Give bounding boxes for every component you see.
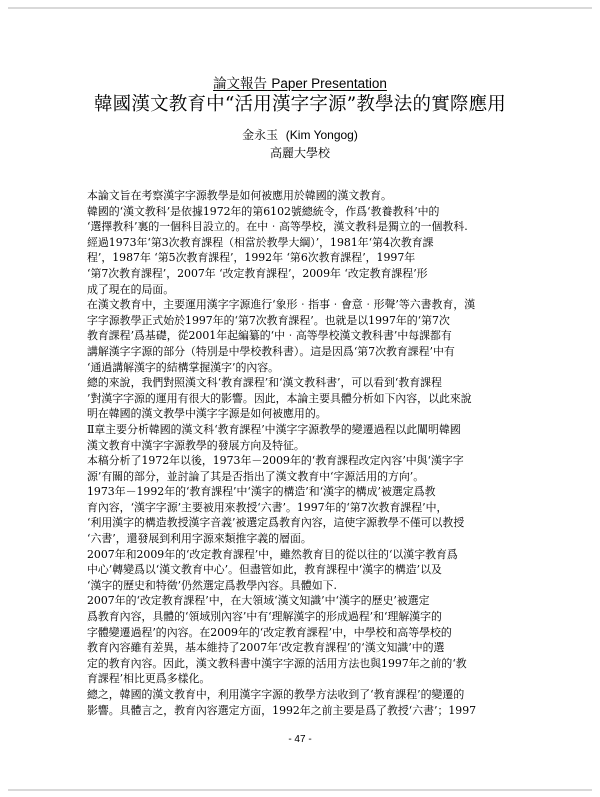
page-number: - 47 -	[288, 734, 312, 745]
bottom-border	[8, 789, 592, 791]
body-line: 本論文旨在考察漢字字源教學是如何被應用於韓國的漢文教育。	[87, 189, 392, 202]
body-line: 影響。具體言之，教育內容選定方面，1992年之前主要是爲了教授‘六書’；1997	[87, 703, 477, 717]
body-line: 程’，1987年 ‘第5次教育課程’，1992年 ‘第6次教育課程’，1997年	[87, 251, 416, 265]
body-line: 成了現在的局面。	[87, 282, 175, 296]
body-line: 2007年的‘改定教育課程’中，在大領域‘漢文知識’中‘漢字的歷史’被選定	[87, 594, 430, 608]
body-line: 明在韓國的漢文教學中漢字字源是如何被應用的。	[87, 407, 327, 421]
body-line: 2007年和2009年的‘改定教育課程’中，雖然教育目的從以往的‘以漢字教育爲	[87, 547, 458, 561]
author	[0, 126, 600, 143]
body-line: 育課程’相比更爲多樣化。	[87, 672, 211, 686]
body-line: ‘六書’，還發展到利用字源來類推字義的層面。	[87, 532, 312, 546]
body-line: 在漢文教育中，主要運用漢字字源進行‘象形‧指事‧會意‧形聲’等六書教育，漢	[87, 298, 476, 312]
body-line: ‘第7次教育課程’，2007年 ‘改定教育課程’，2009年 ‘改定教育課程’形	[87, 266, 428, 280]
body-line: 定的教育內容。因此，漢文教科書中漢字字源的活用方法也與1997年之前的‘教	[87, 656, 467, 670]
affiliation: 高麗大學校	[269, 146, 330, 160]
body-line: 字字源教學正式始於1997年的‘第7次教育課程’。也就是以1997年的‘第7次	[87, 313, 450, 327]
body-line: ‘漢字的歷史和特徵’仍然選定爲教學內容。具體如下.	[87, 578, 337, 592]
body-line: 總之，韓國的漢文教育中，利用漢字字源的教學方法收到了‘教育課程’的變遷的	[87, 688, 465, 701]
body-line: 字體變遷過程’的內容。在2009年的‘改定教育課程’中，中學校和高等學校的	[87, 625, 452, 639]
body-line: 1973年－1992年的‘教育課程’中‘漢字的構造’和‘漢字的構成’被選定爲教	[87, 485, 436, 499]
abstract-body	[87, 188, 519, 718]
body-line: Ⅱ章主要分析韓國的漢文科‘教育課程’中漢字字源教學的變遷過程以此闡明韓國	[87, 422, 461, 436]
body-line: 漢文教育中漢字字源教學的發展方向及特征。	[87, 438, 305, 452]
body-line: 爲教育內容，具體的‘領域別內容’中有‘理解漢字的形成過程’和‘理解漢字的	[87, 610, 442, 624]
top-border	[8, 7, 592, 9]
body-line: 講解漢字字源的部分（特別是中學校教科書）。這是因爲‘第7次教育課程’中有	[87, 344, 455, 358]
section-label-zh: 論文報告	[213, 76, 268, 92]
body-line: 總的來說，我們對照漢文科‘教育課程’和‘漢文教科書’，可以看到‘教育課程	[87, 376, 442, 390]
body-line: ‘通過講解漢字的結構掌握漢字’的內容。	[87, 360, 280, 374]
paper-title: 韓國漢文教育中“活用漢字字源”教學法的實際應用	[93, 94, 507, 115]
body-line: 中心’轉變爲以‘漢文教育中心’。但盡管如此，教育課程中‘漢字的構造’以及	[87, 563, 442, 577]
body-line: ’對漢字字源的運用有很大的影響。因此，本論主要具體分析如下內容，以此來說	[87, 391, 472, 405]
body-line: ‘選擇教科’裏的一個科目設立的。在中‧高等學校，漢文教科是獨立的一個教科.	[87, 220, 468, 234]
section-label	[0, 72, 600, 92]
author-name-zh: 金永玉	[242, 128, 279, 142]
body-line: 經過1973年‘第3次教育課程（相當於教學大綱）’，1981年‘第4次教育課	[87, 235, 434, 249]
body-line: 本稿分析了1972年以後，1973年－2009年的‘教育課程改定內容’中與‘漢字字	[87, 454, 464, 468]
section-label-en: Paper Presentation	[271, 76, 387, 91]
body-line: 教育課程’爲基礎，從2001年起編纂的‘中‧高等學校漢文教科書’中每課都有	[87, 329, 452, 343]
body-line: ‘利用漢字的構造教授漢字音義’被選定爲教育內容，這使字源教學不僅可以教授	[87, 516, 465, 530]
body-line: 教育內容雖有差異，基本維持了2007年‘改定教育課程’的‘漢文知識’中的選	[87, 641, 445, 655]
body-line: 源’有關的部分，並討論了其是否指出了漢文教育中‘字源活用的方向’。	[87, 469, 425, 483]
author-name-en: (Kim Yongog)	[285, 128, 358, 142]
body-line: 韓國的‘漢文教科’是依據1972年的第6102號總統令，作爲‘教養教科’中的	[87, 204, 440, 218]
body-line: 育內容，‘漢字字源’主要被用來教授‘六書’。1997年的‘第7次教育課程’中，	[87, 500, 448, 514]
